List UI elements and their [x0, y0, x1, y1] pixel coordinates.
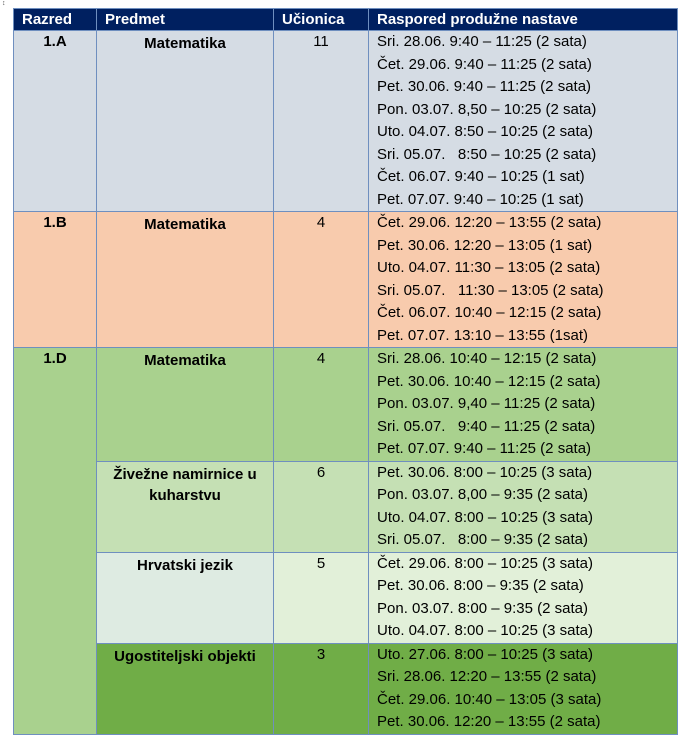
schedule-entry: Čet. 06.07. 10:40 – 12:15 (2 sata): [377, 304, 602, 321]
schedule-entry: Sri. 28.06. 10:40 – 12:15 (2 sata): [377, 350, 597, 367]
header-razred: Razred: [14, 9, 97, 31]
schedule-entry: Sri. 28.06. 9:40 – 11:25 (2 sata): [377, 33, 587, 50]
schedule-entry: Uto. 04.07. 8:00 – 10:25 (3 sata): [377, 508, 593, 526]
schedule-entry: Čet. 29.06. 12:20 – 13:55 (2 sata): [377, 214, 602, 231]
schedule-entry: Pet. 30.06. 9:40 – 11:25 (2 sata): [377, 78, 592, 95]
table-row: [14, 461, 678, 552]
header-row: [14, 9, 678, 31]
schedule-entry: Čet. 06.07. 9:40 – 10:25 (1 sat): [377, 168, 585, 185]
schedule-entry: Pet. 30.06. 10:40 – 12:15 (2 sata): [377, 372, 601, 390]
schedule-entry: Sri. 28.06. 12:20 – 13:55 (2 sata): [377, 668, 597, 685]
subject-cell: Matematika: [97, 31, 274, 212]
schedule-cell: [369, 31, 678, 212]
subject-line: Živežne namirnice u: [113, 465, 257, 483]
class-cell-1a: 1.A: [14, 31, 97, 212]
table-row: [14, 348, 678, 462]
schedule-entry: Uto. 04.07. 8:50 – 10:25 (2 sata): [377, 123, 593, 140]
schedule-entry: Pet. 07.07. 13:10 – 13:55 (1sat): [377, 326, 588, 344]
class-cell-1d: 1.D: [14, 348, 97, 735]
classroom-cell: 5: [274, 552, 369, 643]
schedule-cell: [369, 212, 678, 348]
schedule-entry: Čet. 29.06. 10:40 – 13:05 (3 sata): [377, 690, 602, 708]
subject-cell: Matematika: [97, 212, 274, 348]
schedule-entry: Čet. 29.06. 8:00 – 10:25 (3 sata): [377, 554, 593, 572]
subject-line: kuharstvu: [149, 486, 221, 504]
schedule-table: [13, 8, 678, 735]
schedule-cell: [369, 643, 678, 734]
schedule-entry: Uto. 27.06. 8:00 – 10:25 (3 sata): [377, 645, 593, 663]
schedule-entry: Pet. 30.06. 12:20 – 13:55 (2 sata): [377, 713, 601, 730]
table-row: [14, 643, 678, 734]
classroom-cell: 4: [274, 348, 369, 462]
schedule-entry: Sri. 05.07. 8:00 – 9:35 (2 sata): [377, 531, 588, 548]
subject-cell: Ugostiteljski objekti: [97, 643, 274, 734]
schedule-cell: [369, 461, 678, 552]
schedule-entry: Pet. 30.06. 8:00 – 9:35 (2 sata): [377, 577, 584, 594]
schedule-entry: Pon. 03.07. 9,40 – 11:25 (2 sata): [377, 395, 596, 412]
table-row: [14, 31, 678, 212]
schedule-cell: [369, 552, 678, 643]
schedule-entry: Pon. 03.07. 8,00 – 9:35 (2 sata): [377, 486, 588, 503]
class-cell-1b: 1.B: [14, 212, 97, 348]
schedule-entry: Pet. 30.06. 12:20 – 13:05 (1 sat): [377, 236, 593, 254]
schedule-entry: Uto. 04.07. 8:00 – 10:25 (3 sata): [377, 622, 593, 639]
schedule-entry: Pon. 03.07. 8,50 – 10:25 (2 sata): [377, 100, 597, 118]
header-predmet: Predmet: [97, 9, 274, 31]
table-row: [14, 212, 678, 348]
schedule-entry: Sri. 05.07. 8:50 – 10:25 (2 sata): [377, 145, 597, 163]
classroom-cell: 6: [274, 461, 369, 552]
header-raspored: Raspored produžne nastave: [369, 9, 678, 31]
schedule-entry: Uto. 04.07. 11:30 – 13:05 (2 sata): [377, 259, 601, 276]
table-move-handle-icon[interactable]: ↕: [2, 0, 6, 7]
schedule-entry: Pet. 30.06. 8:00 – 10:25 (3 sata): [377, 463, 593, 481]
subject-cell: Hrvatski jezik: [97, 552, 274, 643]
classroom-cell: 3: [274, 643, 369, 734]
schedule-entry: Čet. 29.06. 9:40 – 11:25 (2 sata): [377, 55, 592, 73]
subject-cell: Matematika: [97, 348, 274, 462]
classroom-cell: 4: [274, 212, 369, 348]
schedule-entry: Pet. 07.07. 9:40 – 10:25 (1 sat): [377, 190, 584, 208]
schedule-cell: [369, 348, 678, 462]
schedule-entry: Pet. 07.07. 9:40 – 11:25 (2 sata): [377, 440, 592, 457]
header-ucionica: Učionica: [274, 9, 369, 31]
schedule-entry: Sri. 05.07. 11:30 – 13:05 (2 sata): [377, 281, 604, 299]
subject-cell: [97, 461, 274, 552]
table-row: [14, 552, 678, 643]
schedule-entry: Pon. 03.07. 8:00 – 9:35 (2 sata): [377, 599, 588, 617]
classroom-cell: 11: [274, 31, 369, 212]
schedule-entry: Sri. 05.07. 9:40 – 11:25 (2 sata): [377, 417, 596, 435]
